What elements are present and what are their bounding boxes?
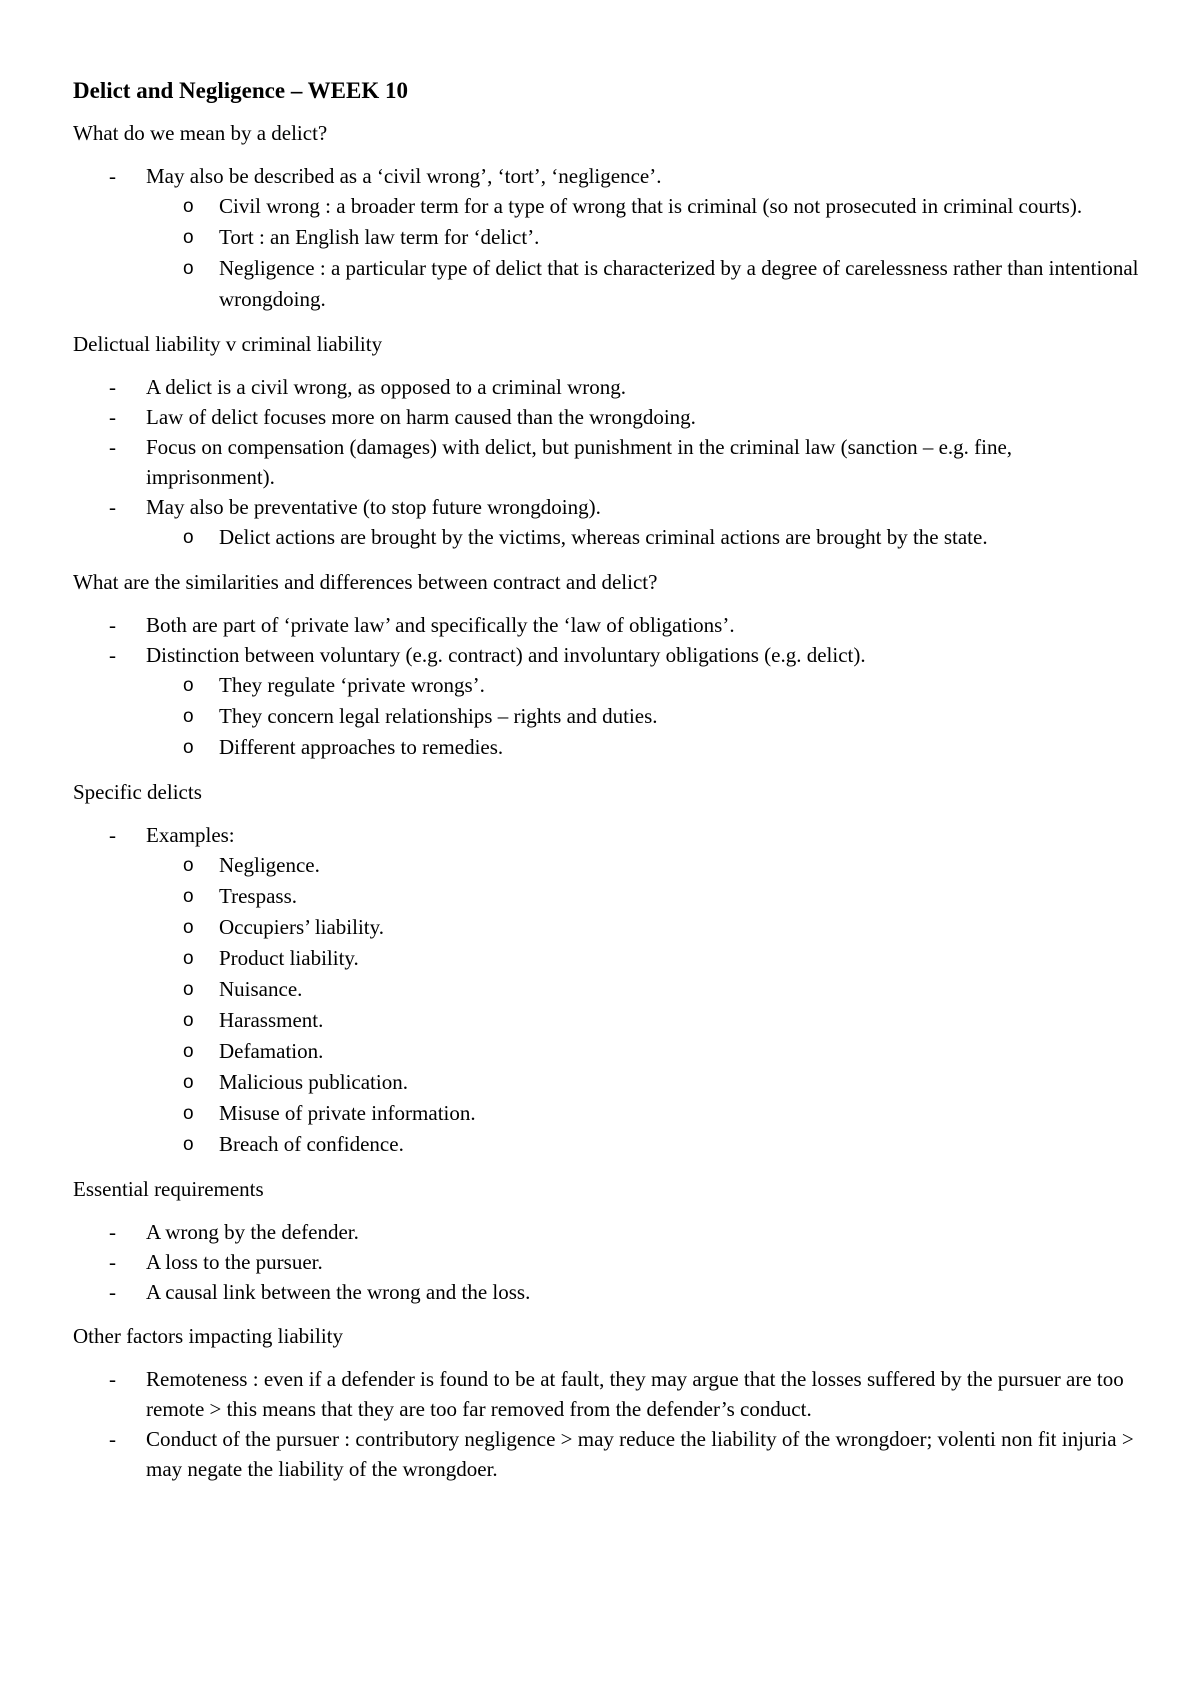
- bullet-item: [73, 1424, 1143, 1484]
- sub-bullet-item: [146, 701, 1143, 732]
- dash-bullet-marker: -: [109, 1367, 116, 1391]
- bullet-text: Remoteness : even if a defender is found to be at fault, they may argue that the losses suffered by the pursuer are too remote > this means that they are too far removed from the defender’s conduct.: [146, 1367, 1124, 1421]
- sub-bullet-text: Malicious publication.: [219, 1070, 408, 1094]
- sub-bullet-item: [146, 1005, 1143, 1036]
- bullet-list: [73, 161, 1143, 315]
- dash-bullet-marker: -: [109, 405, 116, 429]
- circle-bullet-marker: o: [183, 1103, 194, 1124]
- sub-bullet-text: They regulate ‘private wrongs’.: [219, 673, 485, 697]
- sub-bullet-item: [146, 1036, 1143, 1067]
- dash-bullet-marker: -: [109, 1427, 116, 1451]
- sub-bullet-text: Misuse of private information.: [219, 1101, 476, 1125]
- bullet-item: [73, 1364, 1143, 1424]
- bullet-list: [73, 1217, 1143, 1307]
- sub-bullet-item: [146, 732, 1143, 763]
- circle-bullet-marker: o: [183, 948, 194, 969]
- sub-bullet-list: [146, 191, 1143, 315]
- bullet-list: [73, 820, 1143, 1160]
- sub-bullet-text: They concern legal relationships – rights and duties.: [219, 704, 658, 728]
- sub-bullet-text: Breach of confidence.: [219, 1132, 404, 1156]
- sub-bullet-list: [146, 522, 1143, 553]
- sub-bullet-item: [146, 881, 1143, 912]
- bullet-text: Examples:: [146, 823, 235, 847]
- dash-bullet-marker: -: [109, 643, 116, 667]
- circle-bullet-marker: o: [183, 258, 194, 279]
- sub-bullet-text: Defamation.: [219, 1039, 324, 1063]
- circle-bullet-marker: o: [183, 227, 194, 248]
- dash-bullet-marker: -: [109, 613, 116, 637]
- sub-bullet-text: Negligence : a particular type of delict that is characterized by a degree of carelessness rather than intentional wrongdoing.: [219, 256, 1139, 311]
- bullet-text: Conduct of the pursuer : contributory negligence > may reduce the liability of the wrongdoer; volenti non fit injuria > may negate the liability of the wrongdoer.: [146, 1427, 1134, 1481]
- bullet-item: [73, 820, 1143, 1160]
- bullet-text: Distinction between voluntary (e.g. contract) and involuntary obligations (e.g. delict).: [146, 643, 866, 667]
- bullet-text: Both are part of ‘private law’ and specifically the ‘law of obligations’.: [146, 613, 735, 637]
- circle-bullet-marker: o: [183, 675, 194, 696]
- bullet-text: A causal link between the wrong and the loss.: [146, 1280, 531, 1304]
- circle-bullet-marker: o: [183, 979, 194, 1000]
- bullet-item: [73, 1277, 1143, 1307]
- bullet-item: [73, 402, 1143, 432]
- dash-bullet-marker: -: [109, 435, 116, 459]
- document-page: [73, 74, 1143, 1498]
- circle-bullet-marker: o: [183, 196, 194, 217]
- sub-bullet-item: [146, 1098, 1143, 1129]
- bullet-item: [73, 640, 1143, 763]
- bullet-text: May also be described as a ‘civil wrong’, ‘tort’, ‘negligence’.: [146, 164, 662, 188]
- bullet-item: [73, 432, 1143, 492]
- bullet-item: [73, 610, 1143, 640]
- sub-bullet-item: [146, 850, 1143, 881]
- sub-bullet-text: Delict actions are brought by the victims, whereas criminal actions are brought by the state.: [219, 525, 988, 549]
- dash-bullet-marker: -: [109, 1250, 116, 1274]
- circle-bullet-marker: o: [183, 917, 194, 938]
- sub-bullet-item: [146, 191, 1143, 222]
- sub-bullet-text: Harassment.: [219, 1008, 324, 1032]
- sub-bullet-text: Trespass.: [219, 884, 297, 908]
- circle-bullet-marker: o: [183, 737, 194, 758]
- sub-bullet-item: [146, 1067, 1143, 1098]
- section-heading: What are the similarities and differences between contract and delict?: [73, 570, 658, 594]
- sub-bullet-text: Nuisance.: [219, 977, 303, 1001]
- bullet-text: Focus on compensation (damages) with delict, but punishment in the criminal law (sanction – e.g. fine, imprisonment).: [146, 435, 1013, 489]
- sub-bullet-item: [146, 522, 1143, 553]
- sub-bullet-item: [146, 912, 1143, 943]
- sub-bullet-item: [146, 943, 1143, 974]
- dash-bullet-marker: -: [109, 1220, 116, 1244]
- sub-bullet-item: [146, 253, 1143, 315]
- bullet-text: May also be preventative (to stop future wrongdoing).: [146, 495, 601, 519]
- section-heading: Specific delicts: [73, 780, 202, 804]
- dash-bullet-marker: -: [109, 1280, 116, 1304]
- circle-bullet-marker: o: [183, 706, 194, 727]
- section-heading: Essential requirements: [73, 1177, 264, 1201]
- dash-bullet-marker: -: [109, 375, 116, 399]
- sub-bullet-item: [146, 222, 1143, 253]
- bullet-list: [73, 610, 1143, 763]
- bullet-item: [73, 1247, 1143, 1277]
- sub-bullet-text: Product liability.: [219, 946, 359, 970]
- circle-bullet-marker: o: [183, 886, 194, 907]
- sub-bullet-text: Occupiers’ liability.: [219, 915, 385, 939]
- bullet-item: [73, 161, 1143, 315]
- sub-bullet-text: Civil wrong : a broader term for a type of wrong that is criminal (so not prosecuted in criminal courts).: [219, 194, 1083, 218]
- bullet-item: [73, 492, 1143, 553]
- circle-bullet-marker: o: [183, 527, 194, 548]
- bullet-list: [73, 372, 1143, 553]
- dash-bullet-marker: -: [109, 495, 116, 519]
- circle-bullet-marker: o: [183, 1072, 194, 1093]
- bullet-item: [73, 1217, 1143, 1247]
- sub-bullet-text: Tort : an English law term for ‘delict’.: [219, 225, 540, 249]
- document-body: [73, 118, 1143, 1484]
- bullet-text: A wrong by the defender.: [146, 1220, 359, 1244]
- sub-bullet-text: Different approaches to remedies.: [219, 735, 504, 759]
- circle-bullet-marker: o: [183, 1041, 194, 1062]
- sub-bullet-list: [146, 850, 1143, 1160]
- dash-bullet-marker: -: [109, 164, 116, 188]
- section-heading: Other factors impacting liability: [73, 1324, 344, 1348]
- section-heading: What do we mean by a delict?: [73, 121, 328, 145]
- bullet-text: A delict is a civil wrong, as opposed to a criminal wrong.: [146, 375, 626, 399]
- sub-bullet-text: Negligence.: [219, 853, 320, 877]
- document-title: Delict and Negligence – WEEK 10: [73, 78, 408, 103]
- section-heading: Delictual liability v criminal liability: [73, 332, 383, 356]
- circle-bullet-marker: o: [183, 855, 194, 876]
- bullet-text: Law of delict focuses more on harm caused than the wrongdoing.: [146, 405, 696, 429]
- sub-bullet-item: [146, 670, 1143, 701]
- circle-bullet-marker: o: [183, 1010, 194, 1031]
- sub-bullet-list: [146, 670, 1143, 763]
- dash-bullet-marker: -: [109, 823, 116, 847]
- bullet-list: [73, 1364, 1143, 1484]
- circle-bullet-marker: o: [183, 1134, 194, 1155]
- sub-bullet-item: [146, 1129, 1143, 1160]
- sub-bullet-item: [146, 974, 1143, 1005]
- bullet-text: A loss to the pursuer.: [146, 1250, 323, 1274]
- bullet-item: [73, 372, 1143, 402]
